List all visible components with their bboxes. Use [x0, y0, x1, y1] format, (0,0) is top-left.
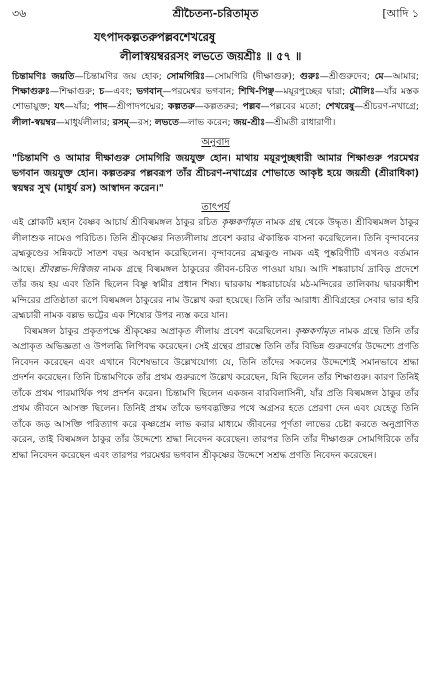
synonym-term: পল্লব [242, 102, 261, 113]
purport-paragraph-2: বিল্বমঙ্গল ঠাকুর প্রকৃতপক্ষে শ্রীকৃষ্ণের অপ্রাকৃত লীলায় প্রবেশ করেছিলেন। কৃষ্ণকর্ণামৃত নামক গ্রন্থে তিনি তাঁর অপ্রাকৃত অভিজ্ঞতা ও উপলব্ধি লিপিবদ্ধ করেছেন। সেই গ্রন্থের প্রারম্ভে তিনি তাঁর বিভিন্ন গুরুবর্গের উদ্দেশ্যে প্রণতি নিবেদন করেছেন এবং এখানে বিশেষভাবে উল্লেখযোগ্য যে, তিনি তাঁদের সকলের উদ্দেশ্যেই সমানভাবে শ্রদ্ধা প্রদর্শন করেছেন। তিনি চিন্তামণিকে তাঁর প্রথম গুরুরূপে উল্লেখ করেছেন, যিনি ছিলেন তাঁর শিক্ষাগুরু। কারণ তিনিই তাঁকে প্রথম পারমার্থিক পথ প্রদর্শন করেন। চিন্তামণি ছিলেন একজন বারবিলাসিনী, যাঁর প্রতি বিল্বমঙ্গল ঠাকুর তাঁর প্রথম জীবনে আসক্ত ছিলেন। তিনিই প্রথম তাঁকে ভগবদ্ভক্তির পথে অগ্রসর হতে প্রেরণা দেন এবং যেহেতু তিনি তাঁকে জড় আসক্তি পরিত্যাগ করে কৃষ্ণপ্রেম লাভ করার মাধ্যমে জীবনের পূর্ণতা লাভের চেষ্টা করতে অনুপ্রাণিত করেন, তাই বিল্বমঙ্গল ঠাকুর তাঁর উদ্দেশ্যে শ্রদ্ধা নিবেদন করেছেন। তারপর তিনি তাঁর দীক্ষাগুরু সোমগিরিকে তাঁর শ্রদ্ধা নিবেদন করেছেন এবং তারপর পরমেশ্বর ভগবান শ্রীকৃষ্ণের উদ্দেশে সশ্রদ্ধ প্রণতি নিবেদন করেছেন। [12, 326, 419, 461]
synonym-meaning: মাধুর্যলীলার; [64, 117, 110, 128]
synonym-meaning: শ্রীগুরুদেব; [328, 72, 370, 82]
verse-line-1: যৎপাদকল্পতরুপল্লবশেখরেষু [94, 30, 216, 44]
word-for-word-synonyms: চিন্তামণিঃ জয়তি—চিন্তামণির জয় হোক; সোমগিরিঃ—সোমগিরি (দীক্ষাগুরু); গুরুঃ—শ্রীগুরুদেব; মে—আমার; শিক্ষাগুরুঃ—শিক্ষাগুরু; চ—এবং; ভগবান্—পরমেশ্বর ভগবান; শিখি-পিঞ্ছ—ময়ূরপুচ্ছের দ্বারা; মৌলিঃ—যাঁর মস্তক শোভায়ুক্ত; যৎ—যাঁর; পাদ—শ্রীপাদপদ্মের; কল্পতরু—কল্পতরুর; পল্লব—পল্লবের মতো; শেখরেষু—শ্রীচরণ-নখাগ্রে; লীলা-স্বয়ম্বর—মাধুর্যলীলার; রসম্—রস; লভতে—লাভ করেন; জয়-শ্রীঃ—শ্রীমতী রাধারাণী। [12, 72, 419, 128]
synonym-meaning: সোমগিরি (দীক্ষাগুরু); [214, 72, 296, 82]
translation-heading: অনুবাদ [201, 136, 230, 148]
synonym-term: লীলা-স্বয়ম্বর [12, 117, 56, 128]
synonym-term: রসম্ [112, 117, 129, 128]
synonym-term: ভগবান্ [136, 87, 163, 98]
synonym-term: কল্পতরু [168, 102, 195, 113]
purport-heading: তাৎপর্য [201, 202, 230, 214]
chapter-label: [আদি ১ [382, 7, 419, 20]
synonym-meaning: শ্রীমতী রাধারাণী। [274, 117, 336, 128]
synonym-meaning: শিক্ষাগুরু; [58, 87, 96, 98]
synonym-term: যৎ [54, 102, 65, 113]
synonym-meaning: শ্রীচরণ-নখাগ্রে; [363, 102, 419, 113]
synonym-meaning: শ্রীপাদপদ্মের; [116, 102, 164, 113]
purport-body [12, 216, 419, 464]
synonym-meaning: আমার; [392, 72, 419, 82]
running-header [12, 6, 419, 22]
sanskrit-verse [12, 28, 419, 66]
synonym-term: জয়-শ্রীঃ [233, 117, 266, 128]
verse-line-2: লীলাস্বয়ম্বররসং লভতে জয়শ্রীঃ ॥ ৫৭ ॥ [120, 49, 302, 63]
synonym-term: সোমগিরিঃ [166, 72, 205, 82]
synonym-term: শিক্ষাগুরুঃ [12, 87, 50, 98]
synonym-term: লভতে [154, 117, 179, 128]
synonym-term: চিন্তামণিঃ জয়তি [12, 72, 75, 82]
synonym-meaning: পরমেশ্বর ভগবান; [171, 87, 235, 98]
synonym-term: শিখি-পিঞ্ছ [238, 87, 275, 98]
synonym-meaning: চিন্তামণির জয় হোক; [83, 72, 162, 82]
synonym-meaning: যাঁর মস্তক শোভায়ুক্ত; [12, 87, 419, 113]
synonym-term: পাদ [93, 102, 108, 113]
purport-paragraph-1: এই শ্লোকটি মহান বৈষ্ণব আচার্য শ্রীবিল্বমঙ্গল ঠাকুর রচিত কৃষ্ণকর্ণামৃত নামক গ্রন্থ থেকে উদ্ধৃত। শ্রীবিল্বমঙ্গল ঠাকুর লীলাশুক নামেও পরিচিত। তিনি শ্রীকৃষ্ণের নিত্যলীলায় প্রবেশ করার ঐকান্তিক বাসনা করেছিলেন। তিনি বৃন্দাবনের ব্রহ্মকুণ্ডের সন্নিকটে সাতশ বছর অবস্থান করেছিলেন। বৃন্দাবনের ব্রহ্মকুণ্ড নামক এই পুষ্করিণীটি এখনও বর্তমান আছে। শ্রীবল্লভ-দিগ্বিজয় নামক গ্রন্থে বিল্বমঙ্গল ঠাকুরের জীবন-চরিত পাওয়া যায়। আদি শঙ্করাচার্য দ্রাবিড় প্রদেশে তাঁর জয় হয় এবং তিনি ছিলেন বিষ্ণু স্বামীর প্রধান শিষ্য। দ্বারকায় শঙ্করাচার্যের মঠ-মন্দিরের তালিকায় দ্বারকাধীশ মন্দিরের প্রতিষ্ঠাতা রূপে বিল্বমঙ্গল ঠাকুরের নাম উল্লেখ করা হয়েছে। তিনি তাঁর আরাধ্য শ্রীবিগ্রহের সেবার ভার হরি ব্রহ্মচারী নামক বল্লভ ভট্টের এক শিষ্যের উপর ন্যস্ত করে যান। [12, 218, 420, 322]
synonym-term: শেখরেষু [325, 102, 355, 113]
running-title: শ্রীচৈতন্য-চরিতামৃত [172, 7, 259, 20]
book-title: শ্রীবল্লভ-দিগ্বিজয় [39, 264, 99, 275]
synonym-term: গুরুঃ [299, 72, 320, 82]
synonym-term: চ [99, 87, 105, 98]
synonym-term: মৌলিঃ [349, 87, 375, 98]
synonym-meaning: পল্লবের মতো; [269, 102, 322, 113]
book-title: কৃষ্ণকর্ণামৃত [221, 218, 262, 229]
synonym-meaning: রস; [137, 117, 152, 128]
book-title: কৃষ্ণকর্ণামৃত [294, 326, 336, 337]
translation-text: "চিন্তামণি ও আমার দীক্ষাগুরু সোমগিরি জয়যুক্ত হোন। মাথায় ময়ূরপুচ্ছধারী আমার শিক্ষাগুরু পরমেশ্বর ভগবান জয়যুক্ত হোন। কল্পতরুর পল্লবরূপ তাঁর শ্রীচরণ-নখাগ্রের শোভাতে আকৃষ্ট হয়ে জয়শ্রী (শ্রীরাধিকা) স্বয়ম্বর সুখ (মাধুর্য রস) আস্বাদন করেন।" [12, 152, 419, 195]
synonym-meaning: যাঁর; [73, 102, 90, 113]
synonym-meaning: ময়ূরপুচ্ছের দ্বারা; [283, 87, 346, 98]
synonym-term: মে [374, 72, 384, 82]
synonym-meaning: কল্পতরুর; [203, 102, 239, 113]
page-number: ৩৬ [12, 7, 27, 20]
synonym-meaning: লাভ করেন; [187, 117, 231, 128]
synonym-meaning: এবং; [113, 87, 133, 98]
